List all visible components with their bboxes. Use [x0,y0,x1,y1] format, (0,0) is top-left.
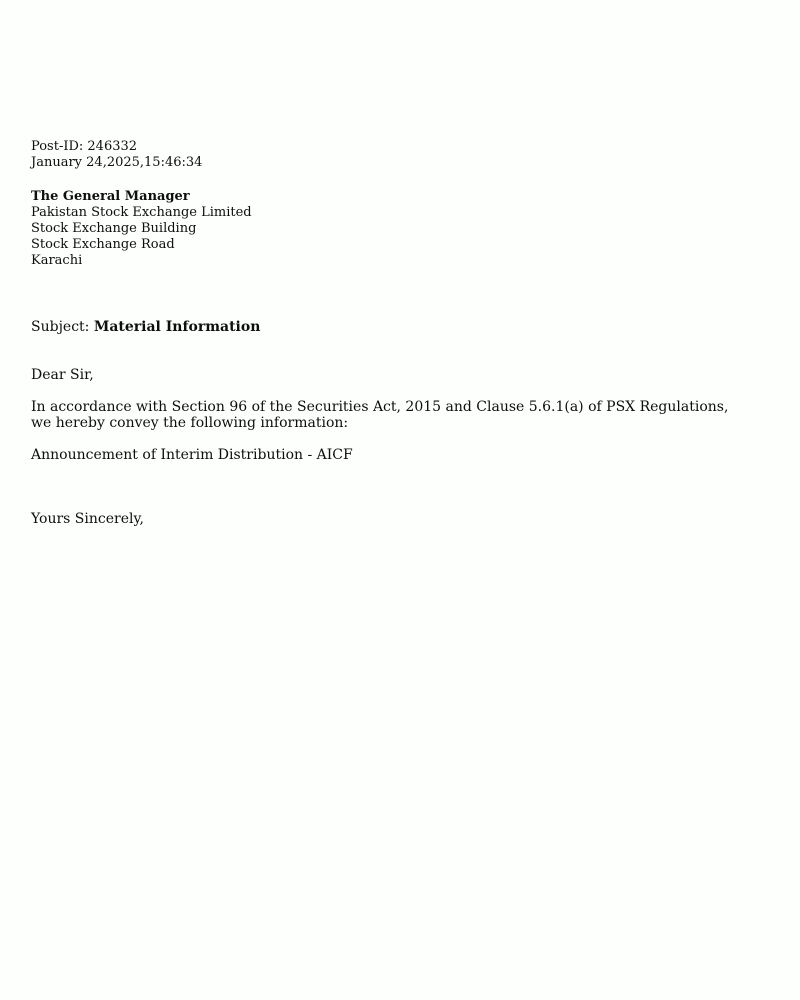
recipient-line: Karachi [31,253,83,268]
subject-label: Subject: [31,319,94,335]
announcement-line: Announcement of Interim Distribution - AICF [31,447,353,463]
body-paragraph [31,399,760,431]
recipient-line: Pakistan Stock Exchange Limited [31,205,252,220]
paragraph-line: In accordance with Section 96 of the Securities Act, 2015 and Clause 5.6.1(a) of PSX Regulations, [31,399,729,415]
post-id: Post-ID: 246332 [31,139,138,154]
closing-line: Yours Sincerely, [31,511,144,527]
recipient-line: Stock Exchange Building [31,221,197,236]
recipient-title: The General Manager [31,189,190,204]
datetime: January 24,2025,15:46:34 [31,155,203,170]
salutation: Dear Sir, [31,367,94,383]
subject-line [31,319,760,335]
recipient-line: Stock Exchange Road [31,237,175,252]
meta-block [31,139,760,171]
paragraph-line: we hereby convey the following information: [31,415,349,431]
subject-value: Material Information [93,319,261,335]
recipient-block [31,189,760,269]
